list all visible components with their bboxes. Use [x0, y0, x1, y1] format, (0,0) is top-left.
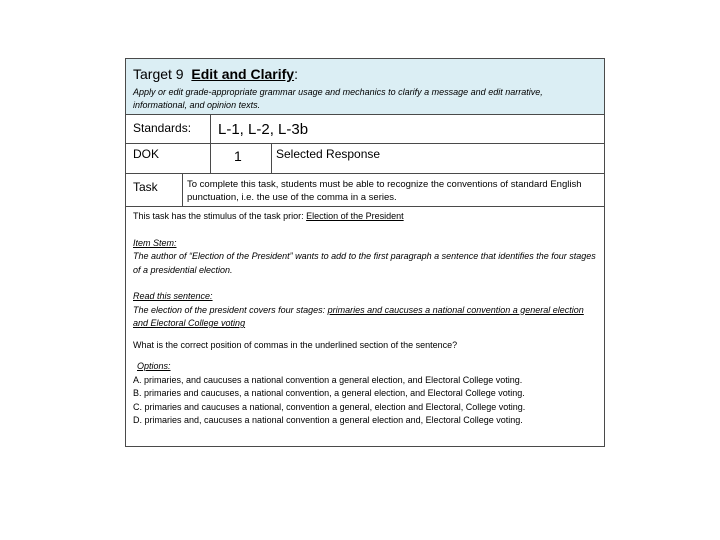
item-stem-heading: Item Stem: [133, 237, 177, 248]
standards-value: L-1, L-2, L-3b [218, 121, 309, 138]
cell-divider [182, 174, 183, 206]
read-sentence-underlined: primaries and caucuses a national convention a general election and Electoral College voting [133, 304, 584, 328]
read-sentence-lead: The election of the president covers four stages: [133, 304, 326, 315]
dok-type: Selected Response [276, 147, 381, 161]
dok-row [126, 144, 604, 174]
options-heading: Options: [137, 361, 171, 371]
task-card [125, 58, 605, 447]
dok-value: 1 [234, 148, 242, 164]
read-sentence-heading: Read this sentence: [133, 291, 213, 301]
question-text: What is the correct position of commas in the underlined section of the sentence? [133, 339, 458, 350]
task-body [133, 210, 599, 428]
standards-row [126, 115, 604, 144]
target-prefix: Target 9 [133, 66, 184, 82]
cell-divider [210, 144, 211, 173]
target-title [133, 66, 298, 82]
option-d: D. primaries and, caucuses a national convention a general election and, Electoral College voting. [133, 415, 523, 425]
stimulus-line [133, 210, 599, 224]
item-stem-text: The author of “Election of the President” wants to add to the first paragraph a sentence that identifies the four stages of a presidential election. [133, 251, 596, 275]
task-label: Task [133, 180, 158, 194]
dok-label: DOK [133, 147, 160, 161]
task-description: To complete this task, students must be able to recognize the conventions of standard English punctuation, i.e. the use of the comma in a series. [187, 179, 582, 203]
target-header [126, 59, 604, 115]
option-c: C. primaries and caucuses a national, convention a general, election and Electoral, College voting. [133, 401, 526, 412]
target-description: Apply or edit grade-appropriate grammar usage and mechanics to clarify a message and edit narrative, informational, and opinion texts. [133, 87, 543, 110]
task-row [126, 174, 604, 207]
cell-divider [271, 144, 272, 173]
stimulus-title: Election of the President [306, 211, 404, 221]
cell-divider [210, 115, 211, 143]
target-colon: : [294, 66, 298, 82]
option-a: A. primaries, and caucuses a national convention a general election, and Electoral College voting. [133, 374, 523, 385]
stimulus-prefix: This task has the stimulus of the task prior: [133, 211, 304, 221]
option-b: B. primaries and caucuses, a national convention, a general election, and Electoral College voting. [133, 388, 525, 398]
standards-label: Standards: [133, 121, 192, 135]
target-name: Edit and Clarify [191, 66, 295, 82]
read-sentence-text [133, 304, 599, 331]
